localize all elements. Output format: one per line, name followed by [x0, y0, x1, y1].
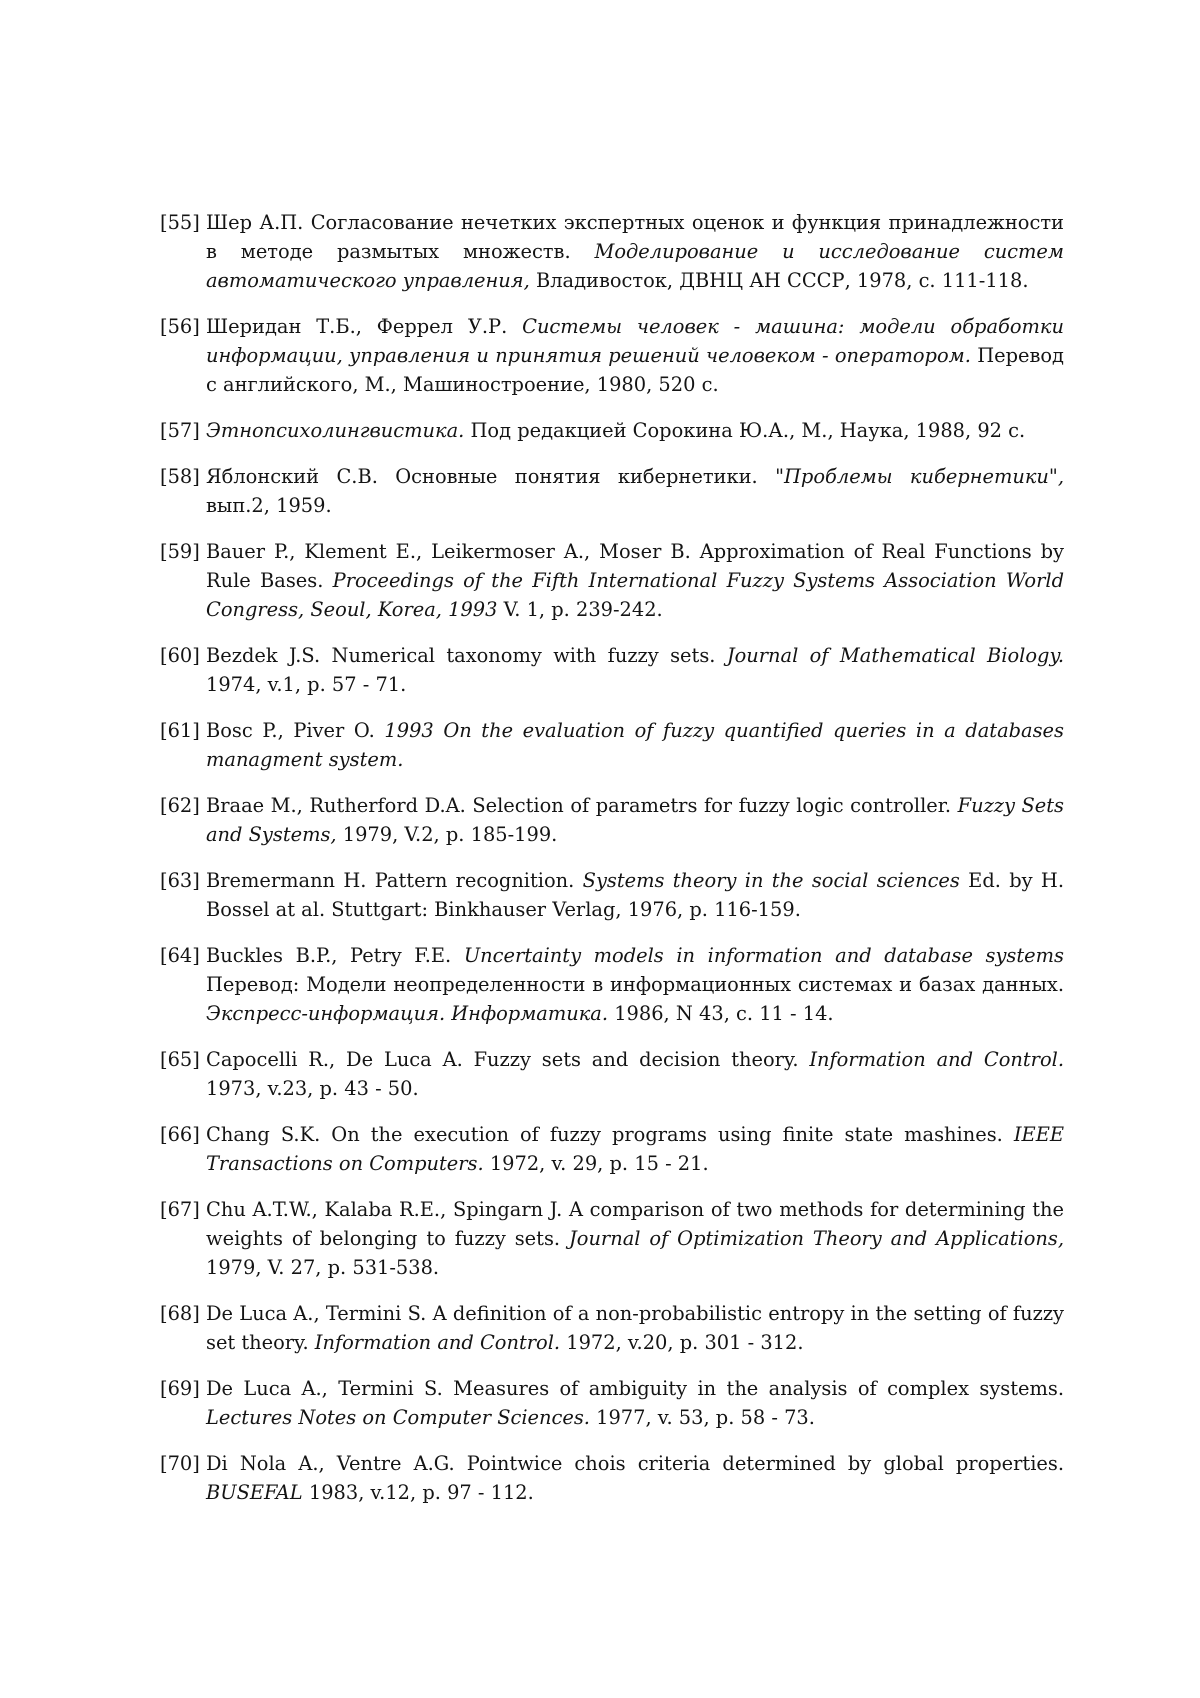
- reference-entry: [160, 1195, 1064, 1282]
- reference-text-segment: Перевод с английского, М., Машиностроение, 1980, 520 с.: [206, 344, 1064, 396]
- reference-text-segment: 1983, v.12, p. 97 - 112.: [302, 1481, 534, 1504]
- reference-entry: [160, 1374, 1064, 1432]
- reference-number: [69]: [160, 1377, 200, 1400]
- reference-text-segment: 1979, V. 27, p. 531-538.: [206, 1256, 440, 1279]
- reference-text-segment: Шеридан Т.Б., Феррел У.Р.: [206, 315, 523, 338]
- reference-number: [57]: [160, 419, 200, 442]
- reference-text: [206, 537, 1064, 624]
- reference-entry: [160, 941, 1064, 1028]
- reference-source-title: Fuzzy Sets and Systems,: [206, 794, 1065, 846]
- reference-text-segment: 1979, V.2, p. 185-199.: [336, 823, 558, 846]
- reference-source-title: Lectures Notes on Computer Sciences.: [206, 1406, 590, 1429]
- reference-text: [206, 1045, 1064, 1103]
- reference-entry: [160, 312, 1064, 399]
- reference-text-segment: 1986, N 43, с. 11 - 14.: [608, 1002, 834, 1025]
- reference-entry: [160, 641, 1064, 699]
- reference-text: [206, 1195, 1064, 1282]
- reference-text: [206, 641, 1064, 699]
- reference-source-title: IEEE Transactions on Computers.: [206, 1123, 1064, 1175]
- reference-entry: [160, 1120, 1064, 1178]
- reference-text-segment: Braae M., Rutherford D.A. Selection of parametrs for fuzzy logic controller.: [206, 794, 958, 817]
- reference-text: [206, 716, 1064, 774]
- reference-entry: [160, 1299, 1064, 1357]
- reference-entry: [160, 866, 1064, 924]
- reference-number: [66]: [160, 1123, 200, 1146]
- reference-text-segment: De Luca A., Termini S. A definition of a non-probabilistic entropy in the setting of fuzzy set theory.: [206, 1302, 1064, 1354]
- reference-text: [206, 416, 1064, 445]
- reference-source-title: Системы человек - машина: модели обработки информации, управления и принятия решений человеком - оператором.: [206, 315, 1064, 367]
- reference-text-segment: Владивосток, ДВНЦ АН СССР, 1978, с. 111-118.: [529, 269, 1029, 292]
- reference-text-segment: Bosc P., Piver O.: [206, 719, 385, 742]
- reference-source-title: "Проблемы кибернетики",: [775, 465, 1064, 488]
- reference-number: [63]: [160, 869, 200, 892]
- reference-text: [206, 791, 1064, 849]
- reference-entry: [160, 537, 1064, 624]
- reference-text-segment: Под редакцией Сорокина Ю.А., М., Наука, 1988, 92 с.: [464, 419, 1026, 442]
- reference-number: [68]: [160, 1302, 200, 1325]
- reference-text-segment: Шер А.П. Согласование нечетких экспертных оценок и функция принадлежности в методе размытых множеств.: [206, 211, 1064, 263]
- reference-number: [61]: [160, 719, 200, 742]
- reference-text-segment: 1972, v. 29, p. 15 - 21.: [483, 1152, 709, 1175]
- reference-text-segment: Яблонский С.В. Основные понятия кибернетики.: [206, 465, 776, 488]
- reference-text: [206, 312, 1064, 399]
- reference-number: [70]: [160, 1452, 200, 1475]
- reference-text-segment: Chu A.T.W., Kalaba R.E., Spingarn J. A comparison of two methods for determining the weights of belonging to fuzzy sets.: [206, 1198, 1064, 1250]
- reference-text-segment: V. 1, p. 239-242.: [497, 598, 663, 621]
- reference-source-title: Моделирование и исследование систем автоматического управления,: [206, 240, 1064, 292]
- bibliography-list: [160, 208, 1064, 1524]
- reference-text-segment: Перевод: Модели неопределенности в информационных системах и базах данных.: [206, 973, 1064, 996]
- reference-source-title: Этнопсихолингвистика.: [206, 419, 465, 442]
- reference-source-title: Information and Control.: [809, 1048, 1064, 1071]
- reference-text: [206, 1374, 1064, 1432]
- reference-entry: [160, 1045, 1064, 1103]
- reference-source-title: BUSEFAL: [206, 1481, 303, 1504]
- reference-number: [59]: [160, 540, 200, 563]
- reference-entry: [160, 462, 1064, 520]
- reference-number: [60]: [160, 644, 200, 667]
- reference-number: [62]: [160, 794, 200, 817]
- reference-source-title: Systems theory in the social sciences: [582, 869, 960, 892]
- reference-source-title: Экспресс-информация. Информатика.: [206, 1002, 609, 1025]
- reference-text: [206, 866, 1064, 924]
- reference-text-segment: De Luca A., Termini S. Measures of ambiguity in the analysis of complex systems.: [206, 1377, 1064, 1400]
- reference-text-segment: Bremermann H. Pattern recognition.: [206, 869, 583, 892]
- reference-text: [206, 208, 1064, 295]
- reference-text: [206, 1299, 1064, 1357]
- reference-text-segment: 1974, v.1, p. 57 - 71.: [206, 673, 407, 696]
- reference-entry: [160, 208, 1064, 295]
- reference-entry: [160, 716, 1064, 774]
- reference-text: [206, 1449, 1064, 1507]
- reference-text-segment: Bezdek J.S. Numerical taxonomy with fuzzy sets.: [206, 644, 727, 667]
- reference-text-segment: Chang S.K. On the execution of fuzzy programs using finite state mashines.: [206, 1123, 1014, 1146]
- reference-text: [206, 1120, 1064, 1178]
- reference-number: [65]: [160, 1048, 200, 1071]
- reference-text-segment: 1973, v.23, p. 43 - 50.: [206, 1077, 419, 1100]
- reference-source-title: 1993 On the evaluation of fuzzy quantified queries in a databases managment system.: [206, 719, 1064, 771]
- reference-text-segment: 1977, v. 53, p. 58 - 73.: [589, 1406, 815, 1429]
- reference-source-title: Journal of Optimization Theory and Applications,: [569, 1227, 1064, 1250]
- reference-text-segment: Buckles B.P., Petry F.E.: [206, 944, 464, 967]
- reference-source-title: Information and Control.: [314, 1331, 561, 1354]
- reference-text-segment: Capocelli R., De Luca A. Fuzzy sets and decision theory.: [206, 1048, 810, 1071]
- reference-number: [55]: [160, 211, 200, 234]
- reference-entry: [160, 416, 1064, 445]
- reference-text-segment: Di Nola A., Ventre A.G. Pointwice chois criteria determined by global properties.: [206, 1452, 1064, 1475]
- reference-text-segment: 1972, v.20, p. 301 - 312.: [560, 1331, 804, 1354]
- reference-number: [67]: [160, 1198, 200, 1221]
- reference-text-segment: Bauer P., Klement E., Leikermoser A., Moser B. Approximation of Real Functions by Rule Bases.: [206, 540, 1064, 592]
- reference-entry: [160, 1449, 1064, 1507]
- reference-number: [56]: [160, 315, 200, 338]
- reference-text-segment: вып.2, 1959.: [206, 494, 332, 517]
- reference-text: [206, 462, 1064, 520]
- reference-number: [64]: [160, 944, 200, 967]
- reference-source-title: Uncertainty models in information and database systems: [463, 944, 1064, 967]
- reference-source-title: Proceedings of the Fifth International Fuzzy Systems Association World Congress, Seoul, Korea, 1993: [206, 569, 1064, 621]
- reference-text-segment: Ed. by H. Bossel at al. Stuttgart: Binkhauser Verlag, 1976, p. 116-159.: [206, 869, 1064, 921]
- reference-text: [206, 941, 1064, 1028]
- reference-source-title: Journal of Mathematical Biology.: [726, 644, 1064, 667]
- reference-number: [58]: [160, 465, 200, 488]
- reference-entry: [160, 791, 1064, 849]
